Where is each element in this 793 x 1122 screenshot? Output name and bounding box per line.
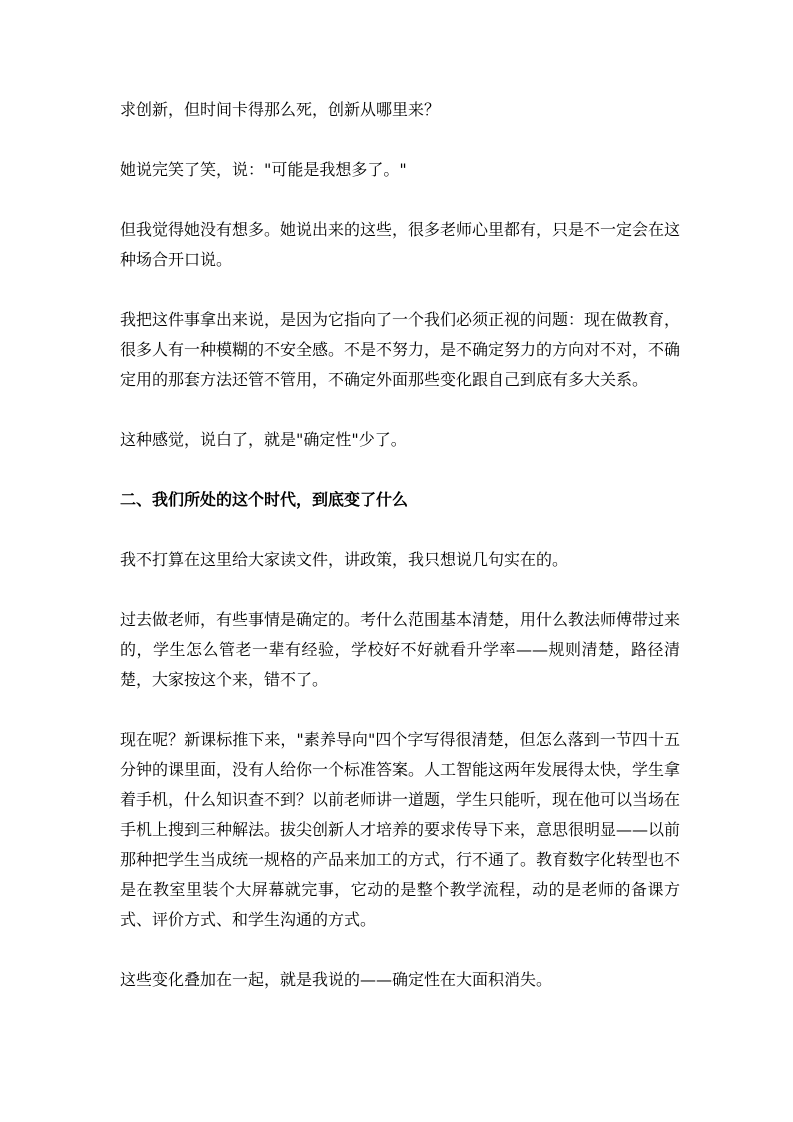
paragraph: 我不打算在这里给大家读文件，讲政策，我只想说几句实在的。: [120, 550, 569, 569]
paragraph: 过去做老师，有些事情是确定的。考什么范围基本清楚，用什么教法师傅带过来的，学生怎么管老一辈有经验，学校好不好就看升学率——规则清楚，路径清楚，大家按这个来，错不了。: [120, 610, 681, 689]
document-body: [120, 95, 680, 1025]
paragraph: 这种感觉，说白了，就是"确定性"少了。: [120, 430, 407, 449]
paragraph: 我把这件事拿出来说，是因为它指向了一个我们必须正视的问题：现在做教育，很多人有一种模糊的不安全感。不是不努力，是不确定努力的方向对不对，不确定用的那套方法还管不管用，不确定外面那些变化跟自己到底有多大关系。: [120, 310, 681, 389]
paragraph: 她说完笑了笑，说："可能是我想多了。": [120, 160, 407, 179]
paragraph: 现在呢？新课标推下来，"素养导向"四个字写得很清楚，但怎么落到一节四十五分钟的课里面，没有人给你一个标准答案。人工智能这两年发展得太快，学生拿着手机，什么知识查不到？以前老师讲一道题，学生只能听，现在他可以当场在手机上搜到三种解法。拔尖创新人才培养的要求传导下来，意思很明显——以前那种把学生当成统一规格的产品来加工的方式，行不通了。教育数字化转型也不是在教室里装个大屏幕就完事，它动的是整个教学流程，动的是老师的备课方式、评价方式、和学生沟通的方式。: [120, 730, 681, 929]
paragraph: 求创新，但时间卡得那么死，创新从哪里来？: [120, 100, 441, 119]
paragraph: 这些变化叠加在一起，就是我说的——确定性在大面积消失。: [120, 970, 553, 989]
paragraph: 但我觉得她没有想多。她说出来的这些，很多老师心里都有，只是不一定会在这种场合开口说。: [120, 220, 681, 269]
section-heading: 二、我们所处的这个时代，到底变了什么: [120, 490, 409, 509]
